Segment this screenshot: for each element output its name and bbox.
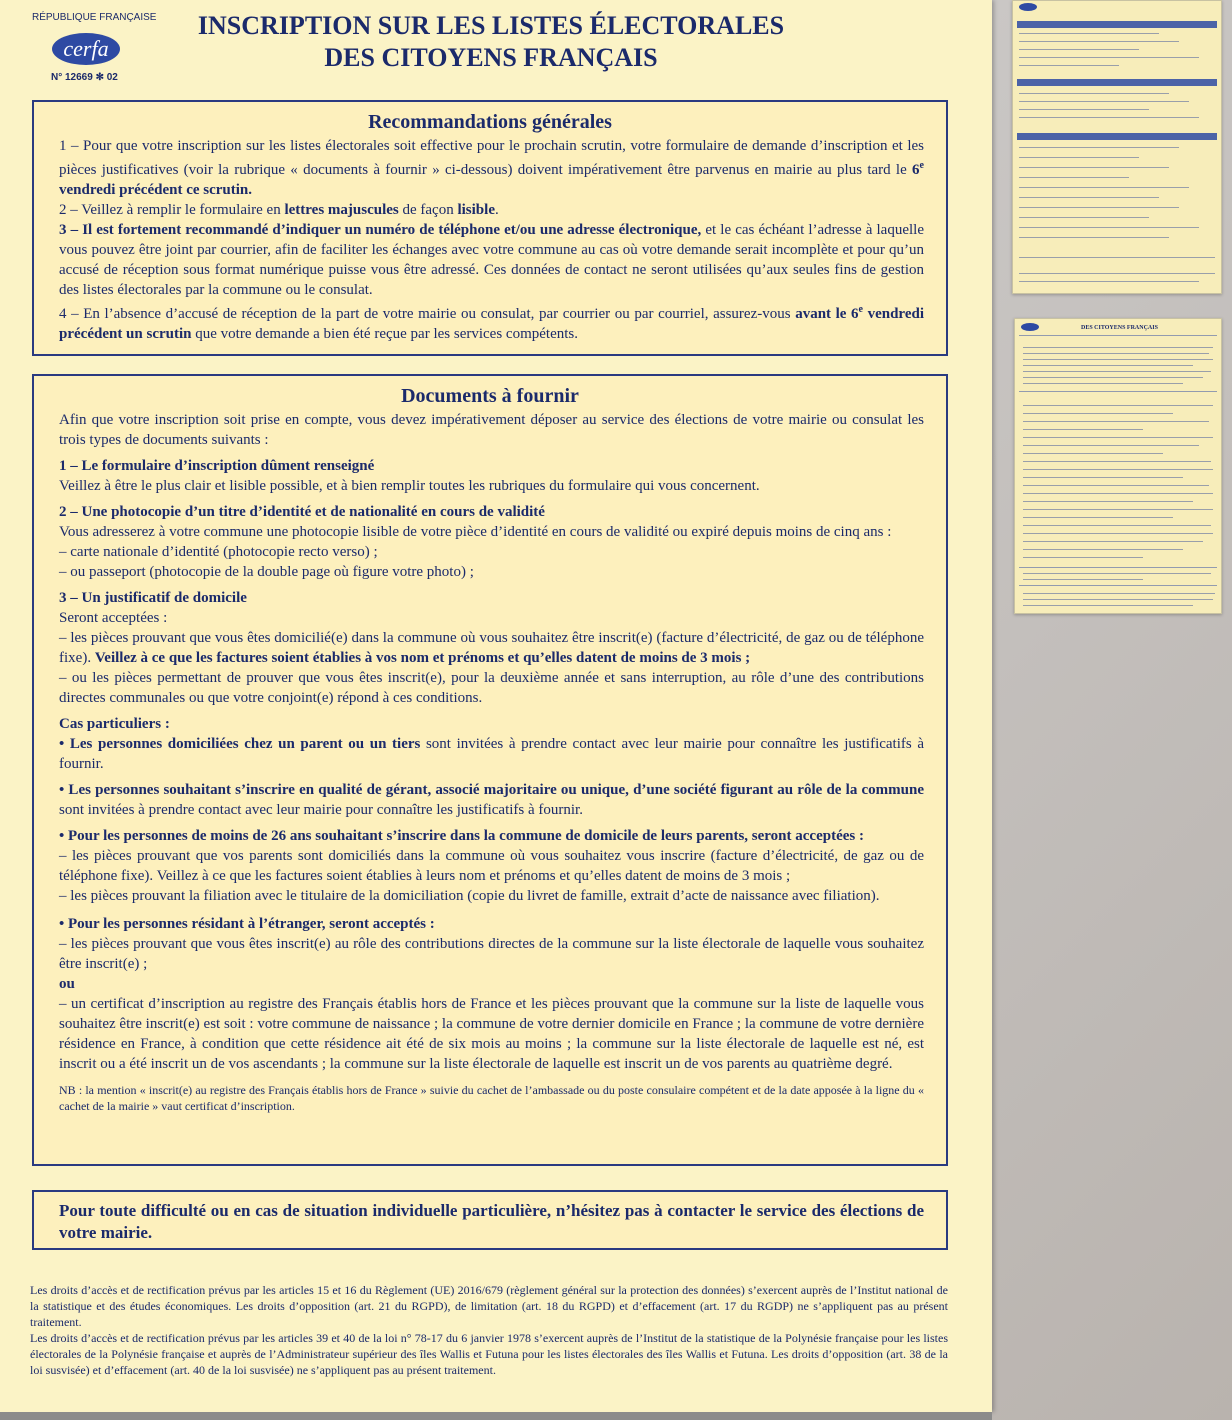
recommendation-2 xyxy=(59,200,924,220)
thumb-line xyxy=(1023,573,1211,574)
thumb-line xyxy=(1023,533,1213,534)
thumb-line xyxy=(1023,517,1173,518)
rec4-text: 4 – En l’absence d’accusé de réception de la part de votre mairie ou consulat, par courrier ou par courriel, assurez-vous xyxy=(59,306,796,322)
thumb-line xyxy=(1019,197,1159,198)
section-2-text: Vous adresserez à votre commune une photocopie lisible de votre pièce d’identité en cours de validité ou expiré depuis moins de cinq ans : xyxy=(59,524,892,540)
rec2-bold-2: lisible xyxy=(457,202,495,218)
rec2-text: 2 – Veillez à remplir le formulaire en xyxy=(59,202,285,218)
thumb-line xyxy=(1023,371,1211,372)
thumb-line xyxy=(1023,347,1213,348)
case1-text: sont invitées à prendre contact avec leur mairie pour connaître les justificatifs à fournir. xyxy=(59,736,924,772)
form-number: N° 12669 ✻ 02 xyxy=(51,72,118,83)
documents-box xyxy=(32,374,948,1166)
thumb-line xyxy=(1019,101,1189,102)
thumb-section-bar xyxy=(1017,133,1217,140)
rec3-bold: 3 – Il est fortement recommandé d’indiquer un numéro de téléphone et/ou une adresse électronique, xyxy=(59,222,702,238)
thumb-line xyxy=(1019,117,1199,118)
nb-note: NB : la mention « inscrit(e) au registre des Français établis hors de France » suivie du cachet de l’ambassade ou du poste consulaire compétent et de la date apposée à la ligne du « cachet de la mairie » vaut certificat d’inscription. xyxy=(59,1083,924,1113)
rec1-bold: 6 xyxy=(912,162,920,178)
section-3-item-1 xyxy=(59,628,924,668)
section-3-title: 3 – Un justificatif de domicile xyxy=(59,590,247,606)
rec4-bold-2: vendredi précédent un scrutin xyxy=(59,306,924,342)
thumb-logo-icon xyxy=(1021,323,1039,331)
thumb-line xyxy=(1023,605,1193,606)
contact-box xyxy=(32,1190,948,1250)
section-2-item-1: – carte nationale d’identité (photocopie recto verso) ; xyxy=(59,544,378,560)
thumb-line xyxy=(1023,461,1211,462)
page-thumbnail-2[interactable] xyxy=(1014,318,1222,614)
title-line-2: DES CITOYENS FRANÇAIS xyxy=(324,43,658,72)
thumb-line xyxy=(1019,157,1139,158)
thumb-border xyxy=(1019,391,1217,392)
thumb-line xyxy=(1023,579,1143,580)
thumb-line xyxy=(1019,33,1159,34)
thumb-line xyxy=(1023,353,1209,354)
thumb-line xyxy=(1023,437,1213,438)
thumb-title: DES CITOYENS FRANÇAIS xyxy=(1081,325,1158,331)
thumb-line xyxy=(1023,383,1183,384)
thumb-line xyxy=(1023,477,1183,478)
thumb-line xyxy=(1019,57,1199,58)
special-case-4-or: ou xyxy=(59,976,75,992)
thumb-line xyxy=(1023,469,1213,470)
legal-paragraph-2: Les droits d’accès et de rectification prévus par les articles 39 et 40 de la loi n° 78-17 du 6 janvier 1978 s’exercent auprès de l’Institut de la statistique de la Polynésie française pour les listes électorales de la Polynésie française et auprès de l’Administrateur supérieur des îles Wallis et Futuna pour les listes électorales des îles Wallis et Futuna. Les droits d’opposition (art. 38 de la loi susvisée) et d’effacement (art. 40 de la loi susvisée) ne s’appliquent pas au présent traitement. xyxy=(30,1331,948,1377)
thumb-logo-icon xyxy=(1019,3,1037,11)
thumb-section-bar xyxy=(1017,79,1217,86)
recommendation-3 xyxy=(59,220,924,300)
special-case-4-item-1: – les pièces prouvant que vous êtes inscrit(e) au rôle des contributions directes de la commune sur la liste électorale de laquelle vous souhaitez être inscrit(e) ; xyxy=(59,936,924,972)
section-1-text: Veillez à être le plus clair et lisible possible, et à bien remplir toutes les rubriques du formulaire qui vous concernent. xyxy=(59,478,760,494)
section-3-item-2: – ou les pièces permettant de prouver que vous êtes inscrit(e), pour la deuxième année et sans interruption, au rôle d’une des contributions directes communales ou que votre conjoint(e) répond à ces conditions. xyxy=(59,670,924,706)
rec2-bold: lettres majuscules xyxy=(284,202,399,218)
thumb-line xyxy=(1019,65,1119,66)
republic-label: RÉPUBLIQUE FRANÇAISE xyxy=(32,12,157,23)
thumb-line xyxy=(1023,421,1209,422)
section-2-title: 2 – Une photocopie d’un titre d’identité et de nationalité en cours de validité xyxy=(59,504,545,520)
section-2-item-2: – ou passeport (photocopie de la double page où figure votre photo) ; xyxy=(59,564,474,580)
special-case-4-item-2: – un certificat d’inscription au registre des Français établis hors de France et les pièces prouvant que la commune sur la liste de laquelle vous souhaitez être inscrit(e) est soit : votre commune de naissance ; la commune de votre dernier domicile en France ; la commune de votre dernière résidence en France, à condition que cette résidence ait été de six mois au moins ; la commune sur la liste électorale de laquelle est né, est inscrit ou a été inscrit un de vos ascendants ; la commune sur la liste électorale de laquelle est inscrit un de vos parents au quatrième degré. xyxy=(59,996,924,1072)
bottom-strip xyxy=(0,1412,992,1420)
documents-title: Documents à fournir xyxy=(401,385,579,407)
rec1-bold-end: vendredi précédent ce scrutin. xyxy=(59,182,253,198)
special-case-3-item-1: – les pièces prouvant que vos parents sont domiciliés dans la commune où vous souhaitez vous inscrire (facture d’électricité, de gaz ou de téléphone fixe). Veillez à ce que les factures soient établies à leurs nom et prénoms et qu’elles datent de moins de 3 mois ; xyxy=(59,848,924,884)
special-case-1 xyxy=(59,734,924,774)
thumb-line xyxy=(1019,273,1215,274)
recommendation-4 xyxy=(59,300,924,344)
thumb-line xyxy=(1023,493,1213,494)
thumb-line xyxy=(1023,445,1199,446)
rec4-bold: avant le 6 xyxy=(795,306,859,322)
thumb-line xyxy=(1023,541,1203,542)
thumb-line xyxy=(1023,429,1143,430)
legal-paragraph-1: Les droits d’accès et de rectification prévus par les articles 15 et 16 du Règlement (UE) 2016/679 (règlement général sur la protection des données) s’exercent auprès de l’Institut national de la statistique et des études économiques. Les droits d’opposition (art. 21 du RGPD), de limitation (art. 18 du RGPD) et d’effacement (art. 17 du RGDP) ne s’appliquent pas au présent traitement. xyxy=(30,1283,948,1329)
rec4-sup: e xyxy=(858,304,863,315)
thumb-line xyxy=(1023,525,1211,526)
thumb-line xyxy=(1023,365,1193,366)
page-title xyxy=(160,10,822,74)
thumb-line xyxy=(1023,501,1193,502)
title-line-1: INSCRIPTION SUR LES LISTES ÉLECTORALES xyxy=(197,11,785,40)
recommendations-body xyxy=(34,136,946,344)
page-thumbnail-1[interactable] xyxy=(1012,0,1222,294)
rec4-text-2: que votre demande a bien été reçue par les services compétents. xyxy=(191,326,578,342)
case2-bold: • Les personnes souhaitant s’inscrire en qualité de gérant, associé majoritaire ou unique, d’une société figurant au rôle de la commune xyxy=(59,782,924,798)
thumb-line xyxy=(1023,413,1173,414)
s3-item1-text: – les pièces prouvant que vous êtes domicilié(e) dans la commune où vous souhaitez être inscrit(e) (facture d’électricité, de gaz ou de téléphone fixe). xyxy=(59,630,924,666)
thumb-line xyxy=(1019,227,1199,228)
recommendations-title: Recommandations générales xyxy=(368,111,612,133)
thumb-section-bar xyxy=(1017,21,1217,28)
thumb-line xyxy=(1019,237,1169,238)
thumb-border xyxy=(1019,335,1217,336)
section-3-intro: Seront acceptées : xyxy=(59,610,168,626)
special-case-3-item-2: – les pièces prouvant la filiation avec le titulaire de la domiciliation (copie du livret de famille, extrait d’acte de naissance avec filiation). xyxy=(59,888,880,904)
special-case-3-title: • Pour les personnes de moins de 26 ans souhaitant s’inscrire dans la commune de domicile de leurs parents, seront acceptées : xyxy=(59,828,864,844)
thumb-line xyxy=(1023,593,1215,594)
s3-item1-bold: Veillez à ce que les factures soient établies à vos nom et prénoms et qu’elles datent de moins de 3 mois ; xyxy=(94,650,751,666)
rec2-end: . xyxy=(494,202,499,218)
section-1-title: 1 – Le formulaire d’inscription dûment renseigné xyxy=(59,458,375,474)
thumb-line xyxy=(1019,217,1149,218)
thumb-border xyxy=(1019,585,1217,586)
thumb-line xyxy=(1019,281,1199,282)
rec2-text-2: de façon xyxy=(398,202,458,218)
thumb-line xyxy=(1019,41,1179,42)
thumb-line xyxy=(1019,147,1179,148)
rec1-sup: e xyxy=(919,160,924,171)
special-case-4-title: • Pour les personnes résidant à l’étranger, seront acceptés : xyxy=(59,916,435,932)
thumb-line xyxy=(1019,177,1129,178)
thumb-line xyxy=(1019,93,1169,94)
thumb-line xyxy=(1023,599,1213,600)
thumb-line xyxy=(1019,109,1149,110)
case1-bold: • Les personnes domiciliées chez un parent ou un tiers xyxy=(59,736,421,752)
thumb-line xyxy=(1019,207,1179,208)
special-case-2 xyxy=(59,780,924,820)
thumb-line xyxy=(1023,509,1213,510)
thumb-line xyxy=(1023,549,1183,550)
thumb-line xyxy=(1019,167,1169,168)
thumb-line xyxy=(1023,405,1213,406)
case2-text: sont invitées à prendre contact avec leur mairie pour connaître les justificatifs à fournir. xyxy=(59,802,583,818)
legal-notice xyxy=(30,1282,948,1378)
thumb-line xyxy=(1023,557,1143,558)
thumb-line xyxy=(1019,257,1215,258)
thumb-border xyxy=(1019,567,1217,568)
thumb-line xyxy=(1019,187,1189,188)
documents-intro: Afin que votre inscription soit prise en compte, vous devez impérativement déposer au service des élections de votre mairie ou consulat les trois types de documents suivants : xyxy=(59,412,924,448)
cerfa-logo: cerfa xyxy=(52,33,120,65)
thumb-line xyxy=(1023,485,1209,486)
thumb-line xyxy=(1023,453,1163,454)
recommendation-1 xyxy=(59,136,924,200)
contact-text: Pour toute difficulté ou en cas de situation individuelle particulière, n’hésitez pas à contacter le service des élections de votre mairie. xyxy=(59,1201,924,1242)
special-cases-title: Cas particuliers : xyxy=(59,716,170,732)
documents-body xyxy=(34,410,946,1114)
thumb-line xyxy=(1019,49,1139,50)
recommendations-box xyxy=(32,100,948,356)
page-header xyxy=(0,0,992,90)
rec1-text: 1 – Pour que votre inscription sur les listes électorales soit effective pour le prochain scrutin, votre formulaire de demande d’inscription et les pièces justificatives (voir la rubrique « documents à fournir » ci-dessous) doivent impérativement être parvenus en mairie au plus tard le xyxy=(59,138,924,178)
thumb-line xyxy=(1023,377,1203,378)
rec3-text: et le cas échéant l’adresse à laquelle vous pouvez être joint par courrier, afin de faciliter les échanges avec votre commune au cas où votre demande serait incomplète et pour qu’un accusé de réception sous format numérique puisse vous être adressé. Ces données de contact ne seront utilisées qu’aux seules fins de gestion des listes électorales par la commune ou le consulat. xyxy=(59,222,924,298)
thumb-line xyxy=(1023,359,1213,360)
